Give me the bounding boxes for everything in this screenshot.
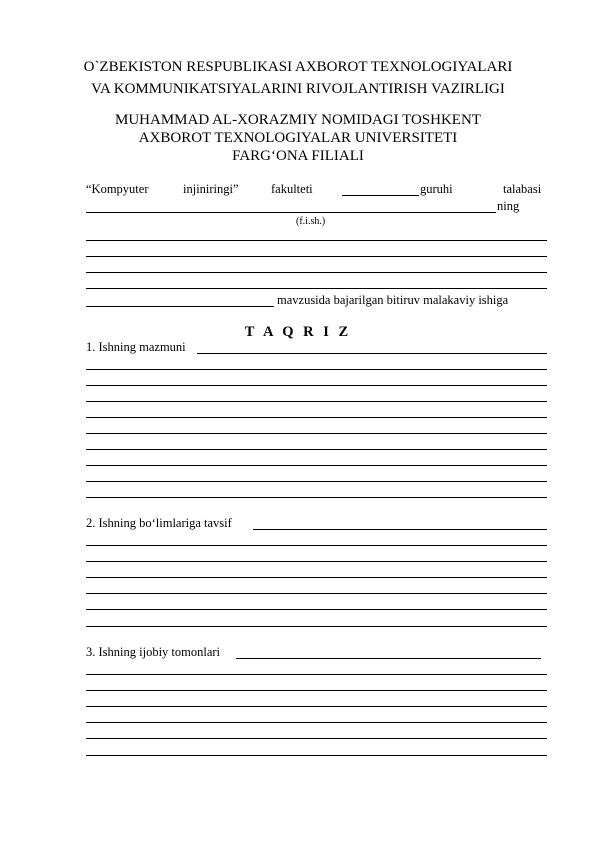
section-1-label: 1. Ishning mazmuni xyxy=(86,340,186,354)
document-title: T A Q R I Z xyxy=(244,324,352,340)
section-1-line[interactable] xyxy=(86,481,547,482)
university-line-1: MUHAMMAD AL-XORAZMIY NOMIDAGI TOSHKENT xyxy=(115,112,481,128)
section-2-label: 2. Ishning bo‘limlariga tavsif xyxy=(86,516,232,530)
student-word: talabasi xyxy=(503,182,542,196)
ning-suffix: ning xyxy=(497,199,520,213)
section-3-line[interactable] xyxy=(86,738,547,739)
section-3-line[interactable] xyxy=(86,706,547,707)
topic-suffix: mavzusida bajarilgan bitiruv malakaviy ishiga xyxy=(277,293,509,307)
section-1-line[interactable] xyxy=(86,497,547,498)
topic-line-4[interactable] xyxy=(86,288,547,289)
faculty-word-3: fakulteti xyxy=(271,182,313,196)
section-3-line[interactable] xyxy=(86,755,547,756)
section-2-line[interactable] xyxy=(86,609,547,610)
group-word: guruhi xyxy=(420,182,453,196)
section-2-line[interactable] xyxy=(86,561,547,562)
section-1-inline-line[interactable] xyxy=(197,353,547,354)
topic-line-2[interactable] xyxy=(86,256,547,257)
student-name-blank[interactable] xyxy=(86,212,496,213)
ministry-line-1: O`ZBEKISTON RESPUBLIKASI AXBOROT TEXNOLOGIYALARI xyxy=(83,59,513,75)
group-blank[interactable] xyxy=(342,195,419,196)
faculty-word-1: “Kompyuter xyxy=(86,182,149,196)
topic-line-5[interactable] xyxy=(86,306,274,307)
section-2-inline-line[interactable] xyxy=(253,529,547,530)
university-line-2: AXBOROT TEXNOLOGIYALAR UNIVERSITETI xyxy=(138,130,458,146)
section-3-line[interactable] xyxy=(86,722,547,723)
section-1-line[interactable] xyxy=(86,465,547,466)
section-3-label: 3. Ishning ijobiy tomonlari xyxy=(86,645,221,659)
section-2-line[interactable] xyxy=(86,545,547,546)
section-2-line[interactable] xyxy=(86,593,547,594)
topic-line-3[interactable] xyxy=(86,272,547,273)
ministry-line-2: VA KOMMUNIKATSIYALARINI RIVOJLANTIRISH VAZIRLIGI xyxy=(91,81,505,97)
section-1-line[interactable] xyxy=(86,449,547,450)
branch-name: FARG‘ONA FILIALI xyxy=(232,148,364,164)
section-1-line[interactable] xyxy=(86,433,547,434)
faculty-word-2: injiniringi” xyxy=(183,182,239,196)
fish-caption: (f.i.sh.) xyxy=(296,216,326,227)
section-1-line[interactable] xyxy=(86,417,547,418)
section-3-line[interactable] xyxy=(86,690,547,691)
topic-line-1[interactable] xyxy=(86,240,547,241)
section-2-line[interactable] xyxy=(86,626,547,627)
section-1-line[interactable] xyxy=(86,369,547,370)
section-2-line[interactable] xyxy=(86,577,547,578)
section-3-inline-line[interactable] xyxy=(236,658,541,659)
section-1-line[interactable] xyxy=(86,385,547,386)
section-3-line[interactable] xyxy=(86,674,547,675)
section-1-line[interactable] xyxy=(86,401,547,402)
